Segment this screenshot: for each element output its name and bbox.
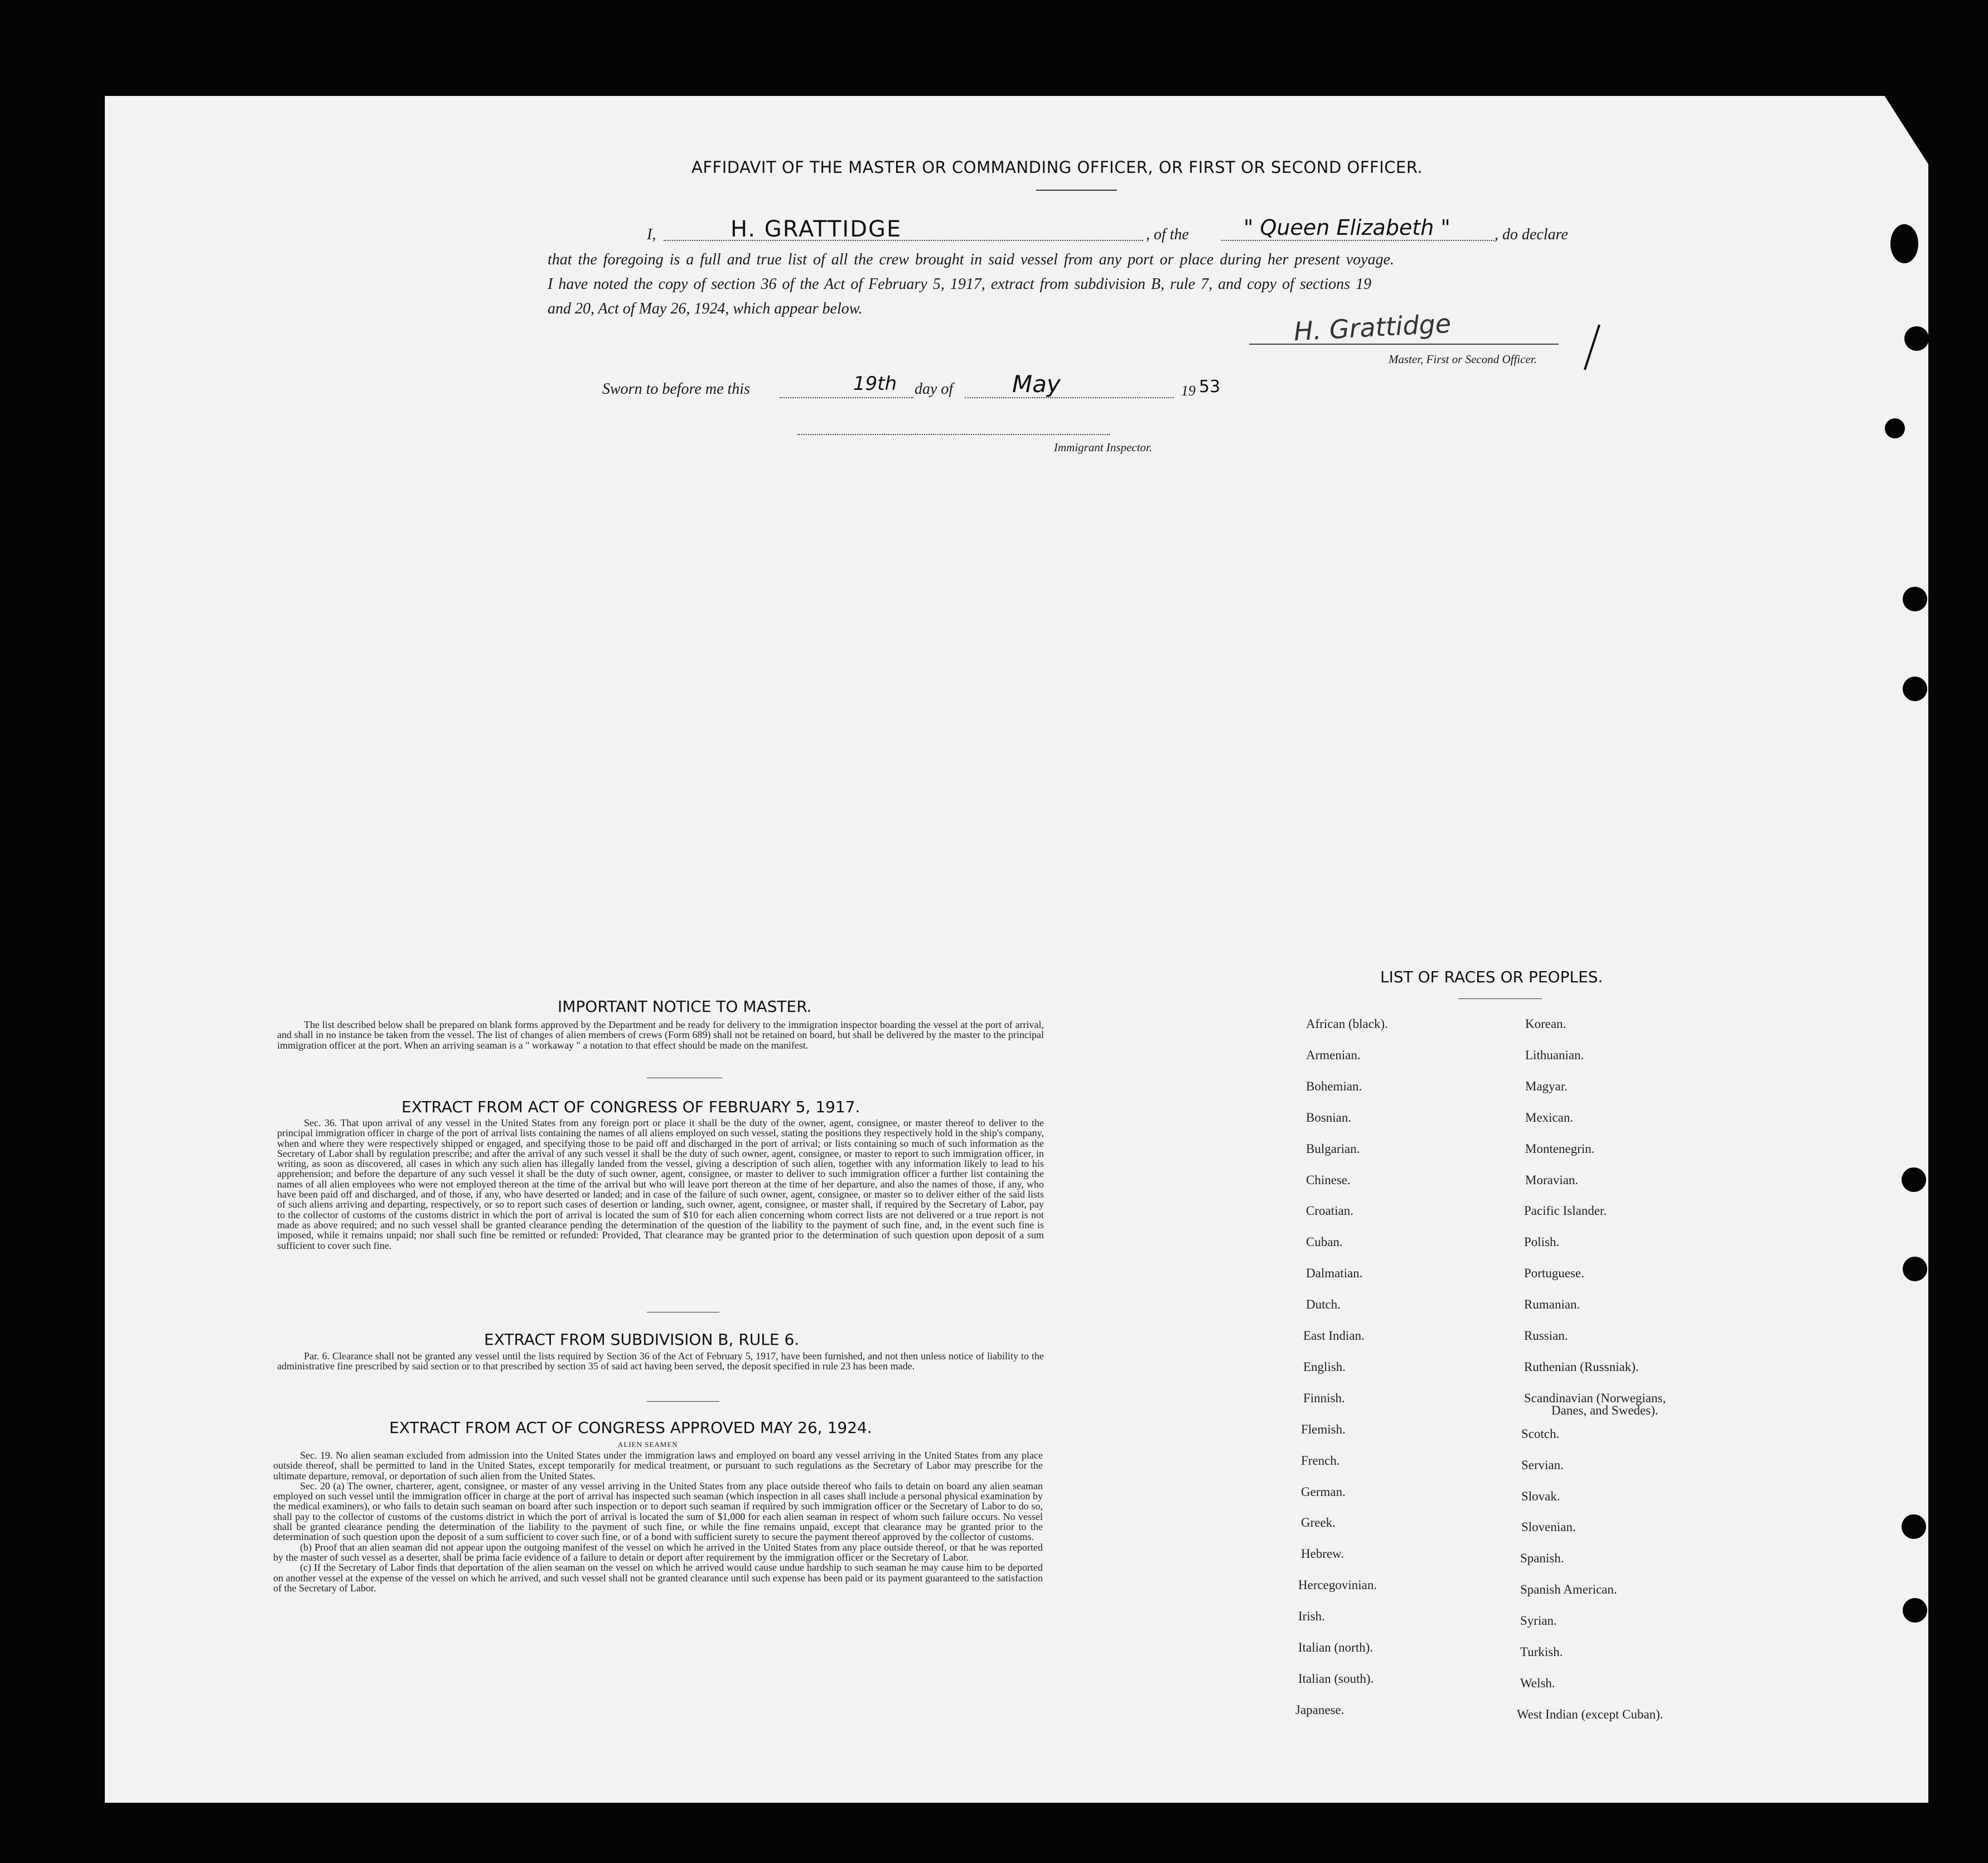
race-item: West Indian (except Cuban).: [1517, 1707, 1663, 1721]
race-item: Bohemian.: [1306, 1079, 1362, 1093]
race-item: Irish.: [1298, 1609, 1325, 1624]
race-item: Scotch.: [1521, 1426, 1560, 1441]
race-item: Bulgarian.: [1306, 1141, 1360, 1156]
title-divider: [1036, 190, 1117, 191]
sworn-day: 19th: [853, 373, 897, 395]
extract-1924-text: [273, 1450, 1043, 1593]
race-item: Ruthenian (Russniak).: [1524, 1359, 1639, 1374]
punch-hole: [1902, 1514, 1926, 1539]
races-title: LIST OF RACES OR PEOPLES.: [1380, 968, 1603, 986]
race-item: Welsh.: [1520, 1676, 1555, 1690]
race-item: Dutch.: [1306, 1297, 1341, 1312]
race-item: Cuban.: [1306, 1235, 1343, 1249]
race-item: Mexican.: [1525, 1110, 1574, 1124]
signature-caption: Master, First or Second Officer.: [1389, 353, 1537, 366]
affidavit-line-4: and 20, Act of May 26, 1924, which appear below.: [548, 300, 863, 317]
race-item: Turkish.: [1520, 1645, 1563, 1659]
race-item: Italian (south).: [1298, 1671, 1374, 1686]
sworn-label: Sworn to before me this: [602, 380, 750, 398]
notice-title: IMPORTANT NOTICE TO MASTER.: [558, 997, 812, 1016]
race-item: Moravian.: [1525, 1172, 1579, 1187]
race-item: Slovenian.: [1521, 1520, 1576, 1534]
race-item: Spanish.: [1520, 1551, 1564, 1566]
year-suffix: 53: [1199, 377, 1221, 397]
race-item: Greek.: [1301, 1516, 1336, 1530]
vessel-line: [1221, 240, 1494, 241]
race-item: African (black).: [1306, 1017, 1388, 1031]
race-item: Bosnian.: [1306, 1110, 1352, 1124]
section-20c-paragraph: (c) If the Secretary of Labor finds that deportation of the alien seaman on the vessel on which he arrived would cause undue hardship to such seaman he may cause him to be deported on another vessel at the expense of the vessel on which he arrived, and such vessel shall not be granted clearance until such expense has been paid or its payment guaranteed to the satisfaction of the Secretary of Labor.: [273, 1562, 1043, 1594]
do-declare-label: , do declare: [1494, 226, 1568, 243]
subdivision-title: EXTRACT FROM SUBDIVISION B, RULE 6.: [484, 1330, 800, 1349]
race-item: German.: [1301, 1484, 1346, 1499]
subdivision-text: [277, 1351, 1044, 1372]
affidavit-i-label: I,: [647, 226, 656, 243]
race-item: Croatian.: [1306, 1204, 1353, 1218]
race-item: Magyar.: [1525, 1079, 1568, 1093]
punch-hole: [1904, 326, 1929, 351]
extract-1917-title: EXTRACT FROM ACT OF CONGRESS OF FEBRUARY 5, 1917.: [402, 1098, 860, 1116]
punch-hole: [1903, 1257, 1927, 1281]
vessel-name: " Queen Elizabeth ": [1244, 215, 1450, 240]
race-item: Portuguese.: [1524, 1266, 1584, 1281]
punch-hole: [1890, 224, 1918, 263]
race-item: Dalmatian.: [1306, 1266, 1363, 1281]
punch-hole: [1902, 1167, 1926, 1192]
sworn-day-line: [780, 397, 913, 398]
extract-1924-title: EXTRACT FROM ACT OF CONGRESS APPROVED MAY 26, 1924.: [389, 1418, 872, 1437]
inspector-line: [797, 434, 1110, 435]
affidavit-line-2: that the foregoing is a full and true list of all the crew brought in said vessel from any port or place during her present voyage.: [548, 251, 1395, 268]
extract-1917-text: [277, 1118, 1044, 1251]
race-item: Servian.: [1521, 1457, 1564, 1472]
subdivision-divider: [647, 1401, 719, 1402]
master-name: H. GRATTIDGE: [731, 216, 902, 242]
affidavit-line-3: I have noted the copy of section 36 of the Act of February 5, 1917, extract from subdivision B, rule 7, and copy of sections 19: [548, 276, 1372, 293]
race-item: Italian (north).: [1298, 1640, 1373, 1654]
race-item: French.: [1301, 1453, 1340, 1468]
rule-6-paragraph: Par. 6. Clearance shall not be granted any vessel until the lists required by Section 36 of the Act of February 5, 1917, have been furnished, and not then unless notice of liability to the administrative fine prescribed by said section or to that prescribed by section 35 of said act having been served, the deposit specified in rule 23 has been made.: [277, 1350, 1044, 1372]
punch-hole: [1903, 1598, 1927, 1623]
race-item: Hercegovinian.: [1298, 1578, 1377, 1592]
race-item: Russian.: [1524, 1329, 1568, 1343]
race-item: Lithuanian.: [1525, 1048, 1584, 1062]
inspector-caption: Immigrant Inspector.: [1054, 441, 1153, 454]
signature-line: [1249, 344, 1559, 345]
sworn-month: May: [1012, 370, 1061, 398]
section-19-paragraph: Sec. 19. No alien seaman excluded from admission into the United States under the immigration laws and employed on board any vessel arriving in the United States from any place outside thereof, shall be permitted to land in the United States, except temporarily for medical treatment, or pursuant to such regulations as the Secretary of Labor may prescribe for the ultimate departure, removal, or deportation of such alien from the United States.: [273, 1450, 1043, 1481]
race-item: Syrian.: [1520, 1614, 1557, 1628]
day-of-label: day of: [915, 380, 954, 398]
race-item: Flemish.: [1301, 1422, 1346, 1436]
master-signature: H. Grattidge: [1293, 308, 1452, 347]
race-item: Pacific Islander.: [1524, 1204, 1607, 1218]
race-item: Montenegrin.: [1525, 1141, 1595, 1156]
notice-text: [277, 1020, 1044, 1050]
year-prefix: 19: [1181, 383, 1196, 399]
race-item: Korean.: [1525, 1017, 1566, 1031]
race-item: Slovak.: [1521, 1489, 1560, 1503]
section-36-paragraph: Sec. 36. That upon arrival of any vessel in the United States from any foreign port or place it shall be the duty of the owner, agent, consignee, or master thereof to deliver to the principal immigration officer in charge of the port of arrival lists containing the names of all aliens employed on such vessel, stating the positions they respectively hold in the ship's company, when and where they were respectively shipped or engaged, and specifying those to be paid off and discharged in the port of arrival; or lists containing so much of such information as the Secretary of Labor shall by regulation prescribe; and after the arrival of any such vessel it shall be the duty of such owner, agent, consignee, or master to report to such immigration officer, in writing, as soon as discovered, all cases in which any such alien has illegally landed from the vessel, giving a description of such alien, together with any information likely to lead to his apprehension; and before the departure of any such vessel it shall be the duty of such owner, agent, consignee, or master to deliver to such immigration officer a further list containing the names of all alien employees who were not employed thereon at the time of the arrival but who will leave port thereon at the time of her departure, and also the names of those, if any, who have been paid off and discharged, and of those, if any, who have deserted or landed; and in case of the failure of such owner, agent, consignee, or master so to deliver either of the said lists of such aliens arriving and departing, respectively, or so to report such cases of desertion or landing, such owner, agent, consignee, or master shall, if required by the Secretary of Labor, pay to the collector of customs of the customs district in which the port of arrival is located the sum of $10 for each alien concerning whom correct lists are not delivered or a true report is not made as above required; and no such vessel shall be granted clearance pending the determination of the question of the liability to the payment of such fine, and, in the event such fine is imposed, while it remains unpaid; nor shall such fine be remitted or refunded: Provided, That clearance may be granted prior to the determination of such question upon deposit of a sum sufficient to cover such fine.: [277, 1117, 1044, 1251]
race-item: Armenian.: [1306, 1048, 1361, 1062]
section-20b-paragraph: (b) Proof that an alien seaman did not appear upon the outgoing manifest of the vessel on which he arrived in the United States from any place outside thereof, or that he was reported by the master of such vessel as a deserter, shall be prima facie evidence of a failure to detain or deport after requirement by the immigration officer or the Secretary of Labor.: [273, 1541, 1043, 1563]
race-item: Japanese.: [1295, 1702, 1344, 1717]
notice-paragraph: The list described below shall be prepared on blank forms approved by the Department and be ready for delivery to the immigration inspector boarding the vessel at the port of arrival, and shall in no instance be taken from the vessel. The list of changes of alien members of crews (Form 689) shall not be retained on board, but shall be delivered by the master to the principal immigration officer at the port. When an arriving seaman is a " workaway " a notation to that effect should be made on the manifest.: [277, 1019, 1044, 1051]
races-divider: [1458, 998, 1542, 999]
alien-seamen-subtitle: ALIEN SEAMEN: [618, 1440, 678, 1449]
race-item: Spanish American.: [1520, 1582, 1617, 1597]
race-item: Rumanian.: [1524, 1297, 1580, 1312]
sworn-month-line: [965, 397, 1174, 398]
race-item: Finnish.: [1303, 1391, 1345, 1405]
race-item: English.: [1303, 1359, 1346, 1374]
of-the-label: , of the: [1146, 226, 1189, 243]
punch-hole: [1903, 587, 1927, 611]
race-item: Hebrew.: [1301, 1547, 1344, 1561]
race-item: Scandinavian (Norwegians,: [1524, 1391, 1666, 1405]
race-item: East Indian.: [1303, 1329, 1365, 1343]
race-item: Chinese.: [1306, 1172, 1351, 1187]
affidavit-title: AFFIDAVIT OF THE MASTER OR COMMANDING OFFICER, OR FIRST OR SECOND OFFICER.: [691, 158, 1423, 177]
section-20a-paragraph: Sec. 20 (a) The owner, charterer, agent, consignee, or master of any vessel arriving in the United States from any place outside thereof who fails to detain on board any alien seaman employed on such vessel until the immigration officer in charge at the port of arrival has inspected such seaman (which inspection in all cases shall include a personal physical examination by the medical examiners), or who fails to detain such seaman on board after such inspection or to deport such seaman if required by such immigration officer or the Secretary of Labor to do so, shall pay to the collector of customs of the customs district in which the port of arrival is located the sum of $1,000 for each alien seaman in respect of whom such failure occurs. No vessel shall be granted clearance pending the determination of the liability to the payment of such fine, or while the fine remains unpaid, except that clearance may be granted prior to the determination of such question upon the deposit of a sum sufficient to cover such fine, or of a bond with sufficient surety to secure the payment thereof approved by the collector of customs.: [273, 1480, 1043, 1543]
race-item-scandinavian-cont: Danes, and Swedes).: [1551, 1403, 1658, 1417]
punch-hole: [1903, 677, 1927, 701]
race-item: Polish.: [1524, 1235, 1560, 1249]
punch-hole: [1885, 418, 1905, 438]
